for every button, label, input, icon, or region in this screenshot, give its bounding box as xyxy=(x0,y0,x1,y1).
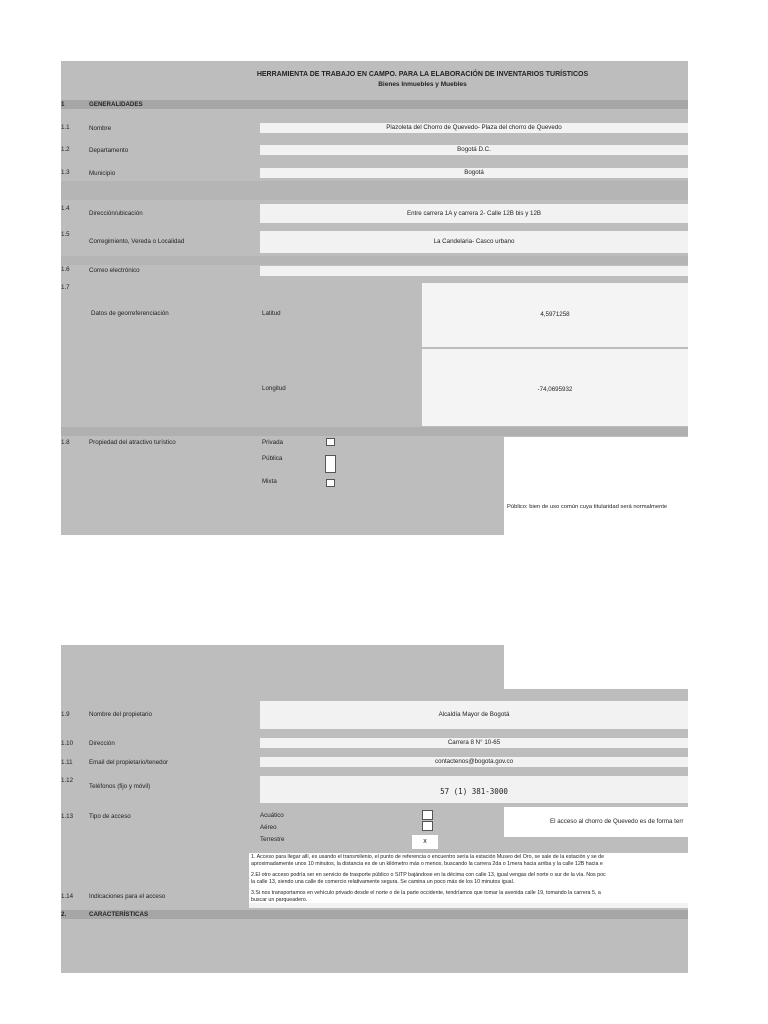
option-label-terrestre: Terrestre xyxy=(260,836,285,843)
telefonos-value: 57 (1) 381-3000 xyxy=(440,787,508,796)
row-label-propiedad: Propiedad del atractivo turístico xyxy=(89,439,176,446)
field-propietario[interactable]: Alcaldía Mayor de Bogotá xyxy=(260,701,688,729)
propiedad-note-box xyxy=(504,437,688,535)
field-direccion[interactable]: Carrera 8 N° 10-65 xyxy=(260,738,688,748)
row-number: 1.13 xyxy=(61,813,74,820)
checkbox-publica[interactable] xyxy=(325,455,336,473)
section-title: GENERALIDADES xyxy=(89,101,143,108)
section-title: CARACTERÍSTICAS xyxy=(89,911,149,918)
row-number: 1.7 xyxy=(61,284,70,291)
row-label-correo: Correo electrónico xyxy=(89,267,140,274)
tipo-acceso-note: El acceso al chorro de Quevedo es de forma terr xyxy=(550,818,684,825)
longitud-value: -74,0695932 xyxy=(537,386,573,393)
row-number: 1.9 xyxy=(61,711,70,718)
row-number: 1.10 xyxy=(61,740,74,747)
indicaciones-line: la calle 13, siendo una calle de comercio relativamente segura. Se camina un poco más de los 10 minutos igual. xyxy=(251,879,515,885)
form-sheet-page-2 xyxy=(61,645,688,973)
field-departamento[interactable]: Bogotá D.C. xyxy=(260,145,688,155)
label-latitud: Latitud xyxy=(262,310,281,317)
row-number: 1.14 xyxy=(61,893,74,900)
row-number: 1.3 xyxy=(61,169,70,176)
propiedad-note-continuation xyxy=(504,645,688,689)
row-number: 1.4 xyxy=(61,205,70,212)
row-label-email-propietario: Email del propietario/tenedor xyxy=(89,759,169,766)
row-label-direccion-ubicacion: Dirección/ubicación xyxy=(89,210,143,217)
section-band-caracteristicas xyxy=(61,910,688,919)
row-label-indicaciones: Indicaciones para el acceso xyxy=(89,893,166,900)
latitud-value: 4,5971258 xyxy=(540,311,570,318)
row-number: 1.11 xyxy=(61,759,73,766)
tipo-acceso-note-box xyxy=(504,807,688,837)
row-number: 1.5 xyxy=(61,231,70,238)
option-label-publica: Pública xyxy=(262,455,283,462)
checkbox-mixta[interactable] xyxy=(326,479,335,487)
propiedad-note: Público: bien de uso común cuya titularidad será normalmente xyxy=(507,504,668,510)
form-sheet-page-1 xyxy=(61,61,688,535)
indicaciones-line: 2.El otro acceso podría ser en servicio de trasporte público o SITP bajándose en la décima con calle 13, igual vengas del norte o sur de la vía. Nos poc xyxy=(251,872,606,878)
field-latitud[interactable] xyxy=(422,283,688,347)
field-direccion-ubicacion[interactable]: Entre carrera 1A y carrera 2- Calle 12B bis y 12B xyxy=(260,204,688,223)
field-email-propietario[interactable]: contactenos@bogota.gov.co xyxy=(260,757,688,767)
field-municipio[interactable]: Bogotá xyxy=(260,168,688,178)
row-spacer xyxy=(61,256,688,265)
indicaciones-line: 1. Acceso para llegar allí, es usando el transmilenio, el punto de referencia o encuentro sería la estación Museo del Oro, se sale de la estación y se de xyxy=(251,854,605,860)
form-title: HERRAMIENTA DE TRABAJO EN CAMPO. PARA LA ELABORACIÓN DE INVENTARIOS TURÍSTICOS xyxy=(256,71,589,78)
row-number: 1.2 xyxy=(61,146,70,153)
option-label-acuatico: Acuático xyxy=(260,812,284,819)
field-telefonos[interactable] xyxy=(260,776,688,803)
row-spacer xyxy=(61,181,688,200)
row-label-telefonos: Teléfonos (fijo y móvil) xyxy=(89,783,151,790)
form-subtitle: Bienes Inmuebles y Muebles xyxy=(378,81,467,88)
option-label-mixta: Mixta xyxy=(262,478,277,485)
field-nombre[interactable]: Plazoleta del Chorro de Quevedo- Plaza del chorro de Quevedo xyxy=(260,123,688,133)
checkbox-acuatico[interactable] xyxy=(422,810,433,820)
row-number: 1.1 xyxy=(61,124,70,131)
indicaciones-box-bottom xyxy=(249,903,688,908)
field-correo[interactable] xyxy=(260,266,688,276)
row-label-georreferenciacion: Datos de georreferenciación xyxy=(91,310,169,317)
section-band-generalidades xyxy=(61,100,688,109)
field-localidad[interactable]: La Candelaria- Casco urbano xyxy=(260,231,688,253)
option-label-aereo: Aéreo xyxy=(260,824,277,831)
label-longitud: Longitud xyxy=(262,385,286,392)
row-label-localidad: Corregimiento, Vereda o Localidad xyxy=(89,238,185,245)
section-number: 1 xyxy=(61,101,65,108)
field-longitud[interactable] xyxy=(422,349,688,426)
row-label-departamento: Departamento xyxy=(89,147,129,154)
indicaciones-line: aproximadamente unos 10 minutos, la distancia es de un kilómetro más o menos, buscando la carrera 2da o 1mera hacia arriba y la calle 12B hacia e xyxy=(251,861,603,867)
row-spacer xyxy=(61,427,688,436)
row-label-municipio: Municipio xyxy=(89,170,116,177)
indicaciones-line: 3.Si nos transportamos en vehículo privado desde el norte o de la parte occidente, tendríamos que tomar la avenida calle 19, tomando la carrera 5, a xyxy=(251,890,601,896)
row-label-tipo-acceso: Tipo de acceso xyxy=(89,813,131,820)
checkbox-aereo[interactable] xyxy=(422,821,433,831)
row-number: 1.8 xyxy=(61,439,70,446)
option-label-privada: Privada xyxy=(262,439,283,446)
checkbox-terrestre[interactable]: x xyxy=(412,835,438,849)
section-number: 2. xyxy=(61,911,67,918)
row-number: 1.12 xyxy=(61,777,74,784)
row-label-direccion: Dirección xyxy=(89,740,115,747)
checkbox-privada[interactable] xyxy=(326,438,335,446)
indicaciones-line: buscar un parqueadero. xyxy=(251,897,308,903)
row-label-nombre: Nombre xyxy=(89,125,112,132)
row-label-propietario: Nombre del propietario xyxy=(89,711,152,718)
row-number: 1.6 xyxy=(61,266,70,273)
